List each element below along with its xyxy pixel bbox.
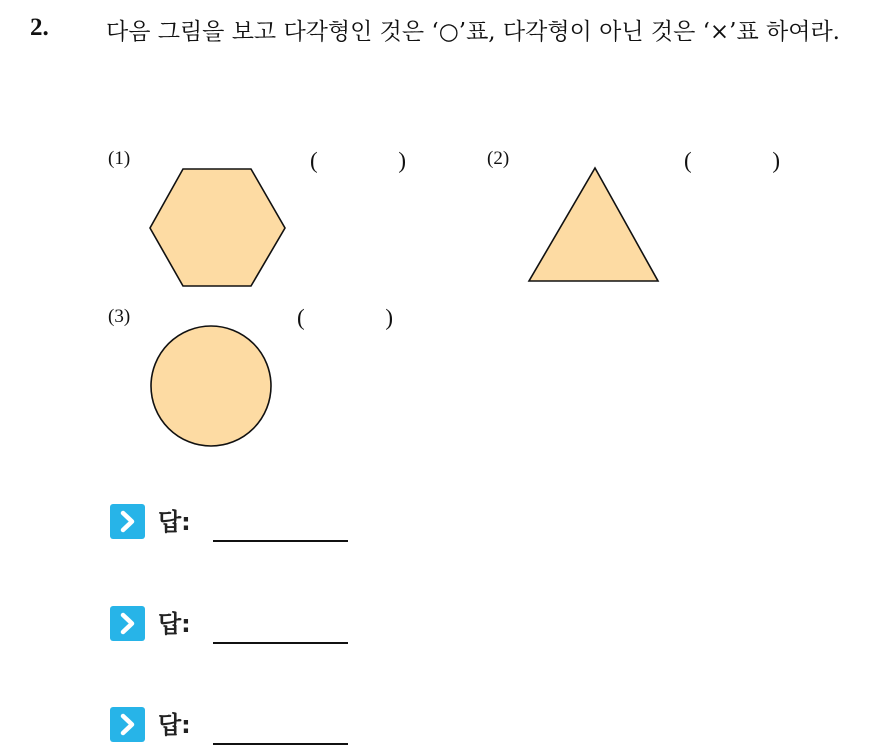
triangle-polygon xyxy=(529,168,658,281)
answer-input-line[interactable] xyxy=(213,743,348,745)
circle-outline xyxy=(151,326,271,446)
answer-input-line[interactable] xyxy=(213,642,348,644)
answer-row-3 xyxy=(110,705,370,741)
answer-label: 답: xyxy=(158,508,191,536)
answer-label: 답: xyxy=(158,610,191,638)
question-text: 다음 그림을 보고 다각형인 것은 ‘○’표, 다각형이 아닌 것은 ‘×’표 하여라. xyxy=(106,19,840,45)
answer-row-1 xyxy=(110,502,370,538)
blank-open-paren: ( xyxy=(297,305,305,330)
blank-open-paren: ( xyxy=(684,148,692,173)
answer-row-2 xyxy=(110,604,370,640)
item-3-answer-blank[interactable] xyxy=(297,305,393,331)
answer-label: 답: xyxy=(158,711,191,739)
blank-close-paren: ) xyxy=(772,148,780,173)
item-2-label: (2) xyxy=(487,148,510,169)
triangle-shape xyxy=(526,165,662,285)
blank-close-paren: ) xyxy=(385,305,393,330)
item-1-answer-blank[interactable] xyxy=(310,148,406,174)
item-2-answer-blank[interactable] xyxy=(684,148,780,174)
blank-open-paren: ( xyxy=(310,148,318,173)
blank-close-paren: ) xyxy=(398,148,406,173)
circle-shape xyxy=(148,324,274,450)
chevron-right-icon xyxy=(110,707,145,742)
hexagon-shape xyxy=(148,166,288,290)
chevron-right-icon xyxy=(110,606,145,641)
question-number: 2. xyxy=(30,14,49,41)
chevron-right-icon xyxy=(110,504,145,539)
hexagon-polygon xyxy=(150,169,285,286)
answer-input-line[interactable] xyxy=(213,540,348,542)
item-1-label: (1) xyxy=(108,148,131,169)
item-3-label: (3) xyxy=(108,306,131,327)
